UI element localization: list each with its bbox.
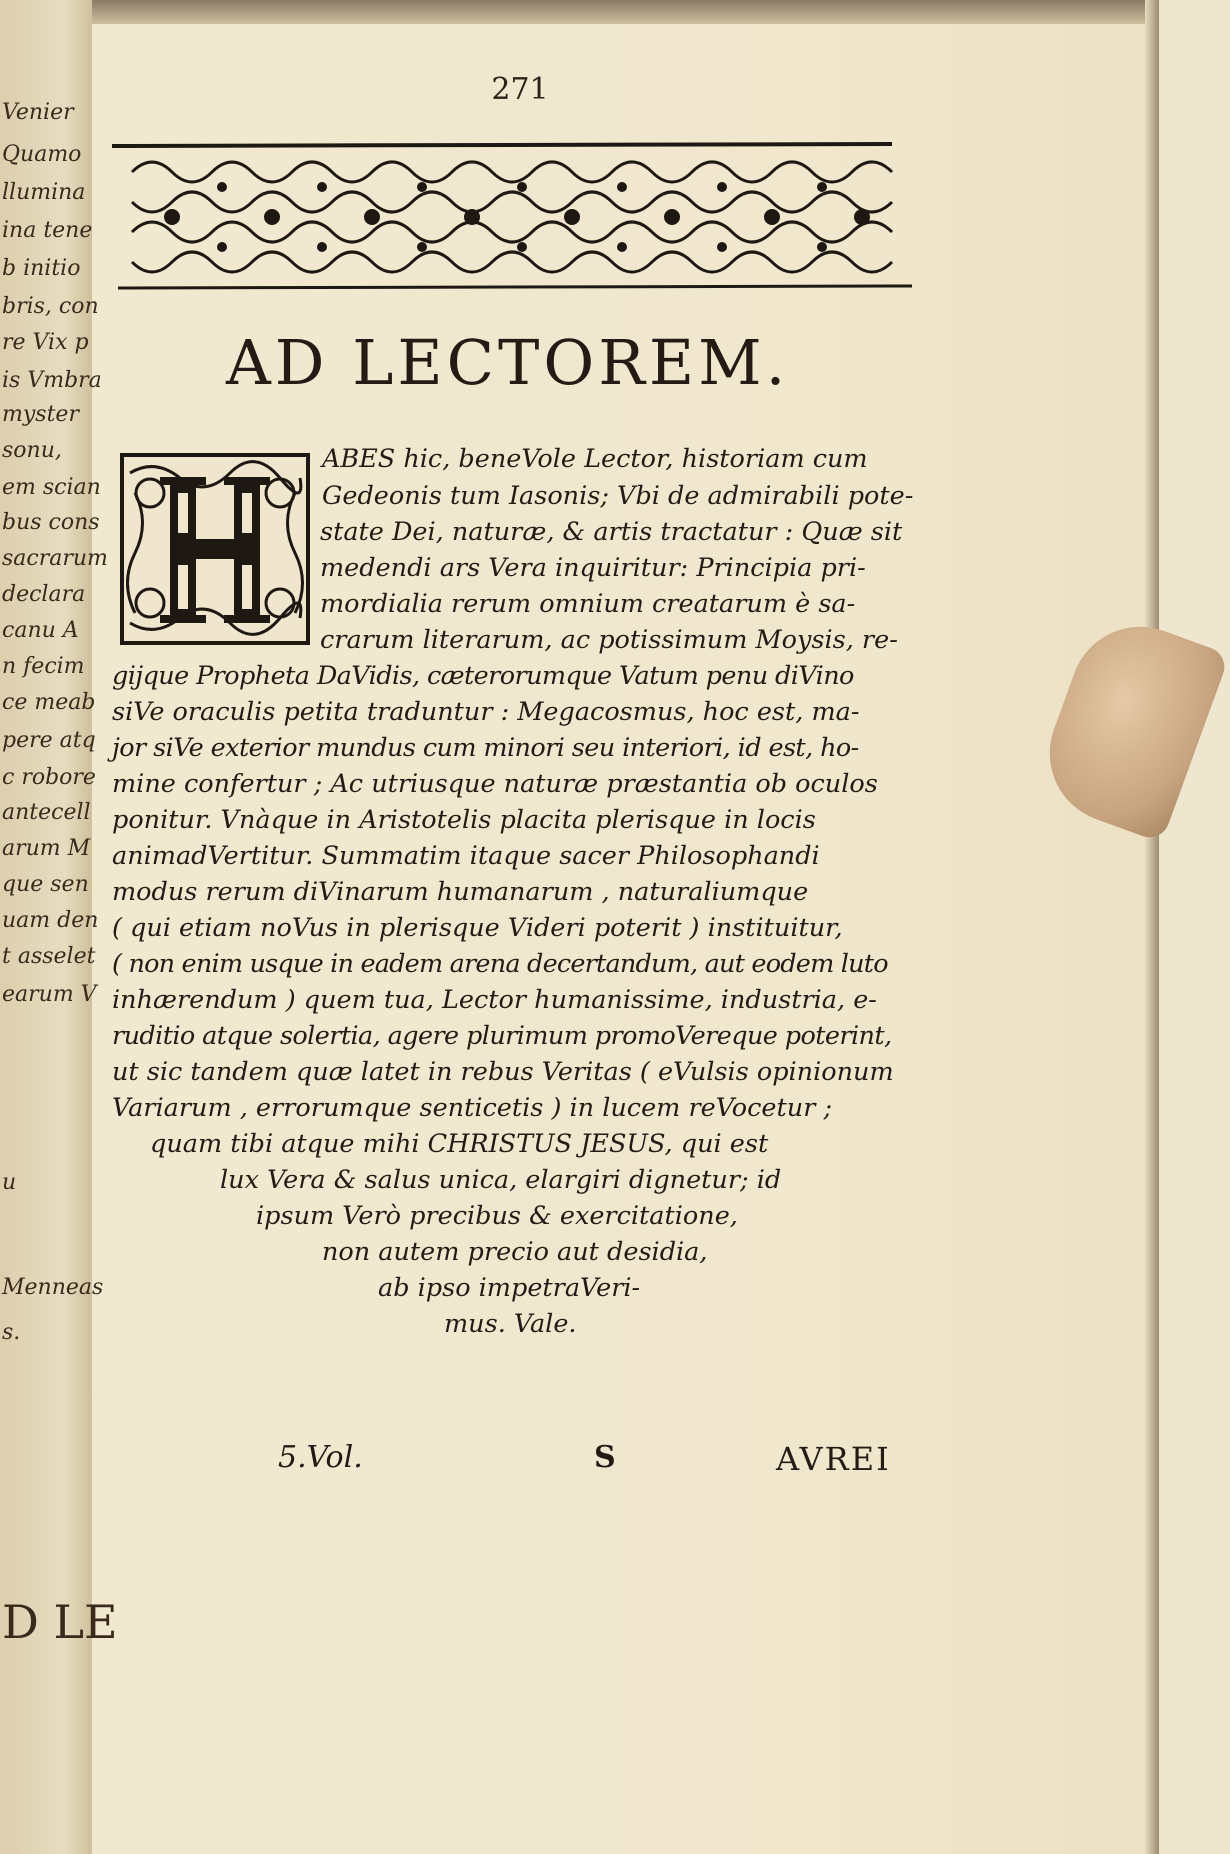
body-line: mus. Vale. — [444, 1309, 577, 1339]
page-top-edge — [60, 0, 1159, 24]
volume-mark: 5.Vol. — [278, 1440, 363, 1475]
body-line: medendi ars Vera inquiritur: Principia pri- — [320, 553, 866, 583]
body-line: jor siVe exterior mundus cum minori seu interiori, id est, ho- — [112, 733, 859, 763]
body-line: ( qui etiam noVus in plerisque Videri poterit ) instituitur, — [112, 913, 843, 943]
facing-page-strip — [0, 0, 118, 1854]
body-line: state Dei, naturæ, & artis tractatur : Quæ sit — [320, 517, 903, 547]
margin-fragment: bris, con — [2, 294, 99, 319]
body-line: lux Vera & salus unica, elargiri dignetur; id — [220, 1165, 782, 1195]
body-line: ponitur. Vnàque in Aristotelis placita plerisque in locis — [112, 805, 816, 835]
body-line: ab ipso impetraVeri- — [378, 1273, 641, 1303]
margin-fragment: em scian — [2, 475, 101, 500]
body-line: ut sic tandem quæ latet in rebus Veritas ( eVulsis opinionum — [112, 1057, 894, 1087]
signature-mark: S — [594, 1440, 616, 1475]
body-line: gijque Propheta DaVidis, cæterorumque Vatum penu diVino — [112, 661, 854, 691]
thumb-holding-page — [1030, 607, 1230, 843]
margin-fragment: Venier — [2, 100, 74, 125]
margin-fragment: D LE — [2, 1595, 118, 1649]
margin-fragment: Quamo — [2, 142, 82, 167]
margin-fragment: declara — [2, 582, 86, 607]
margin-fragment: sacrarum — [2, 546, 108, 571]
margin-fragment: antecell — [2, 800, 91, 825]
body-line: quam tibi atque mihi CHRISTUS JESUS, qui est — [150, 1129, 769, 1159]
margin-fragment: t asselet — [2, 944, 96, 969]
margin-fragment: bus cons — [2, 510, 100, 535]
margin-fragment: que sen — [2, 872, 89, 897]
margin-fragment: ina tene — [2, 218, 93, 243]
margin-fragment: canu A — [2, 618, 79, 643]
body-line: inhærendum ) quem tua, Lector humanissime, industria, e- — [112, 985, 877, 1015]
page-right-edge — [1145, 0, 1159, 1854]
margin-fragment: is Vmbra — [2, 368, 102, 393]
margin-fragment: s. — [2, 1320, 21, 1345]
margin-fragment: re Vix p — [2, 330, 89, 355]
body-line: modus rerum diVinarum humanarum , naturaliumque — [112, 877, 809, 907]
margin-fragment: pere atq — [2, 728, 96, 753]
margin-fragment: sonu, — [2, 438, 62, 463]
page-number: 271 — [491, 72, 549, 107]
margin-fragment: b initio — [2, 256, 81, 281]
body-line: animadVertitur. Summatim itaque sacer Philosophandi — [112, 841, 820, 871]
margin-fragment: uam den — [2, 908, 99, 933]
decorated-initial-h — [120, 453, 310, 645]
body-line: siVe oraculis petita traduntur : Megacosmus, hoc est, ma- — [112, 697, 860, 727]
body-line: mine confertur ; Ac utriusque naturæ præstantia ob oculos — [112, 769, 878, 799]
margin-fragment: arum M — [2, 836, 91, 861]
margin-fragment: llumina — [2, 180, 86, 205]
page-title: AD LECTOREM. — [226, 326, 790, 399]
margin-fragment: Menneas — [2, 1275, 104, 1300]
catchword: AVREI — [776, 1440, 891, 1478]
body-line: ( non enim usque in eadem arena decertandum, aut eodem luto — [112, 949, 888, 979]
body-line: crarum literarum, ac potissimum Moysis, re- — [320, 625, 898, 655]
body-line: non autem precio aut desidia, — [322, 1237, 708, 1267]
margin-fragment: earum V — [2, 982, 97, 1007]
body-line: ipsum Verò precibus & exercitatione, — [256, 1201, 738, 1231]
body-line: Variarum , errorumque senticetis ) in lucem reVocetur ; — [112, 1093, 833, 1123]
margin-fragment: u — [2, 1170, 17, 1195]
body-line: ruditio atque solertia, agere plurimum promoVereque poterint, — [112, 1021, 892, 1051]
body-line: Gedeonis tum Iasonis; Vbi de admirabili pote- — [322, 481, 914, 511]
margin-fragment: c robore — [2, 765, 96, 790]
body-line: ABES hic, beneVole Lector, historiam cum — [322, 444, 868, 474]
ornamental-headpiece — [112, 142, 912, 290]
margin-fragment: n fecim — [2, 654, 85, 679]
margin-fragment: ce meab — [2, 690, 96, 715]
body-line: mordialia rerum omnium creatarum è sa- — [320, 589, 856, 619]
margin-fragment: myster — [2, 402, 79, 427]
